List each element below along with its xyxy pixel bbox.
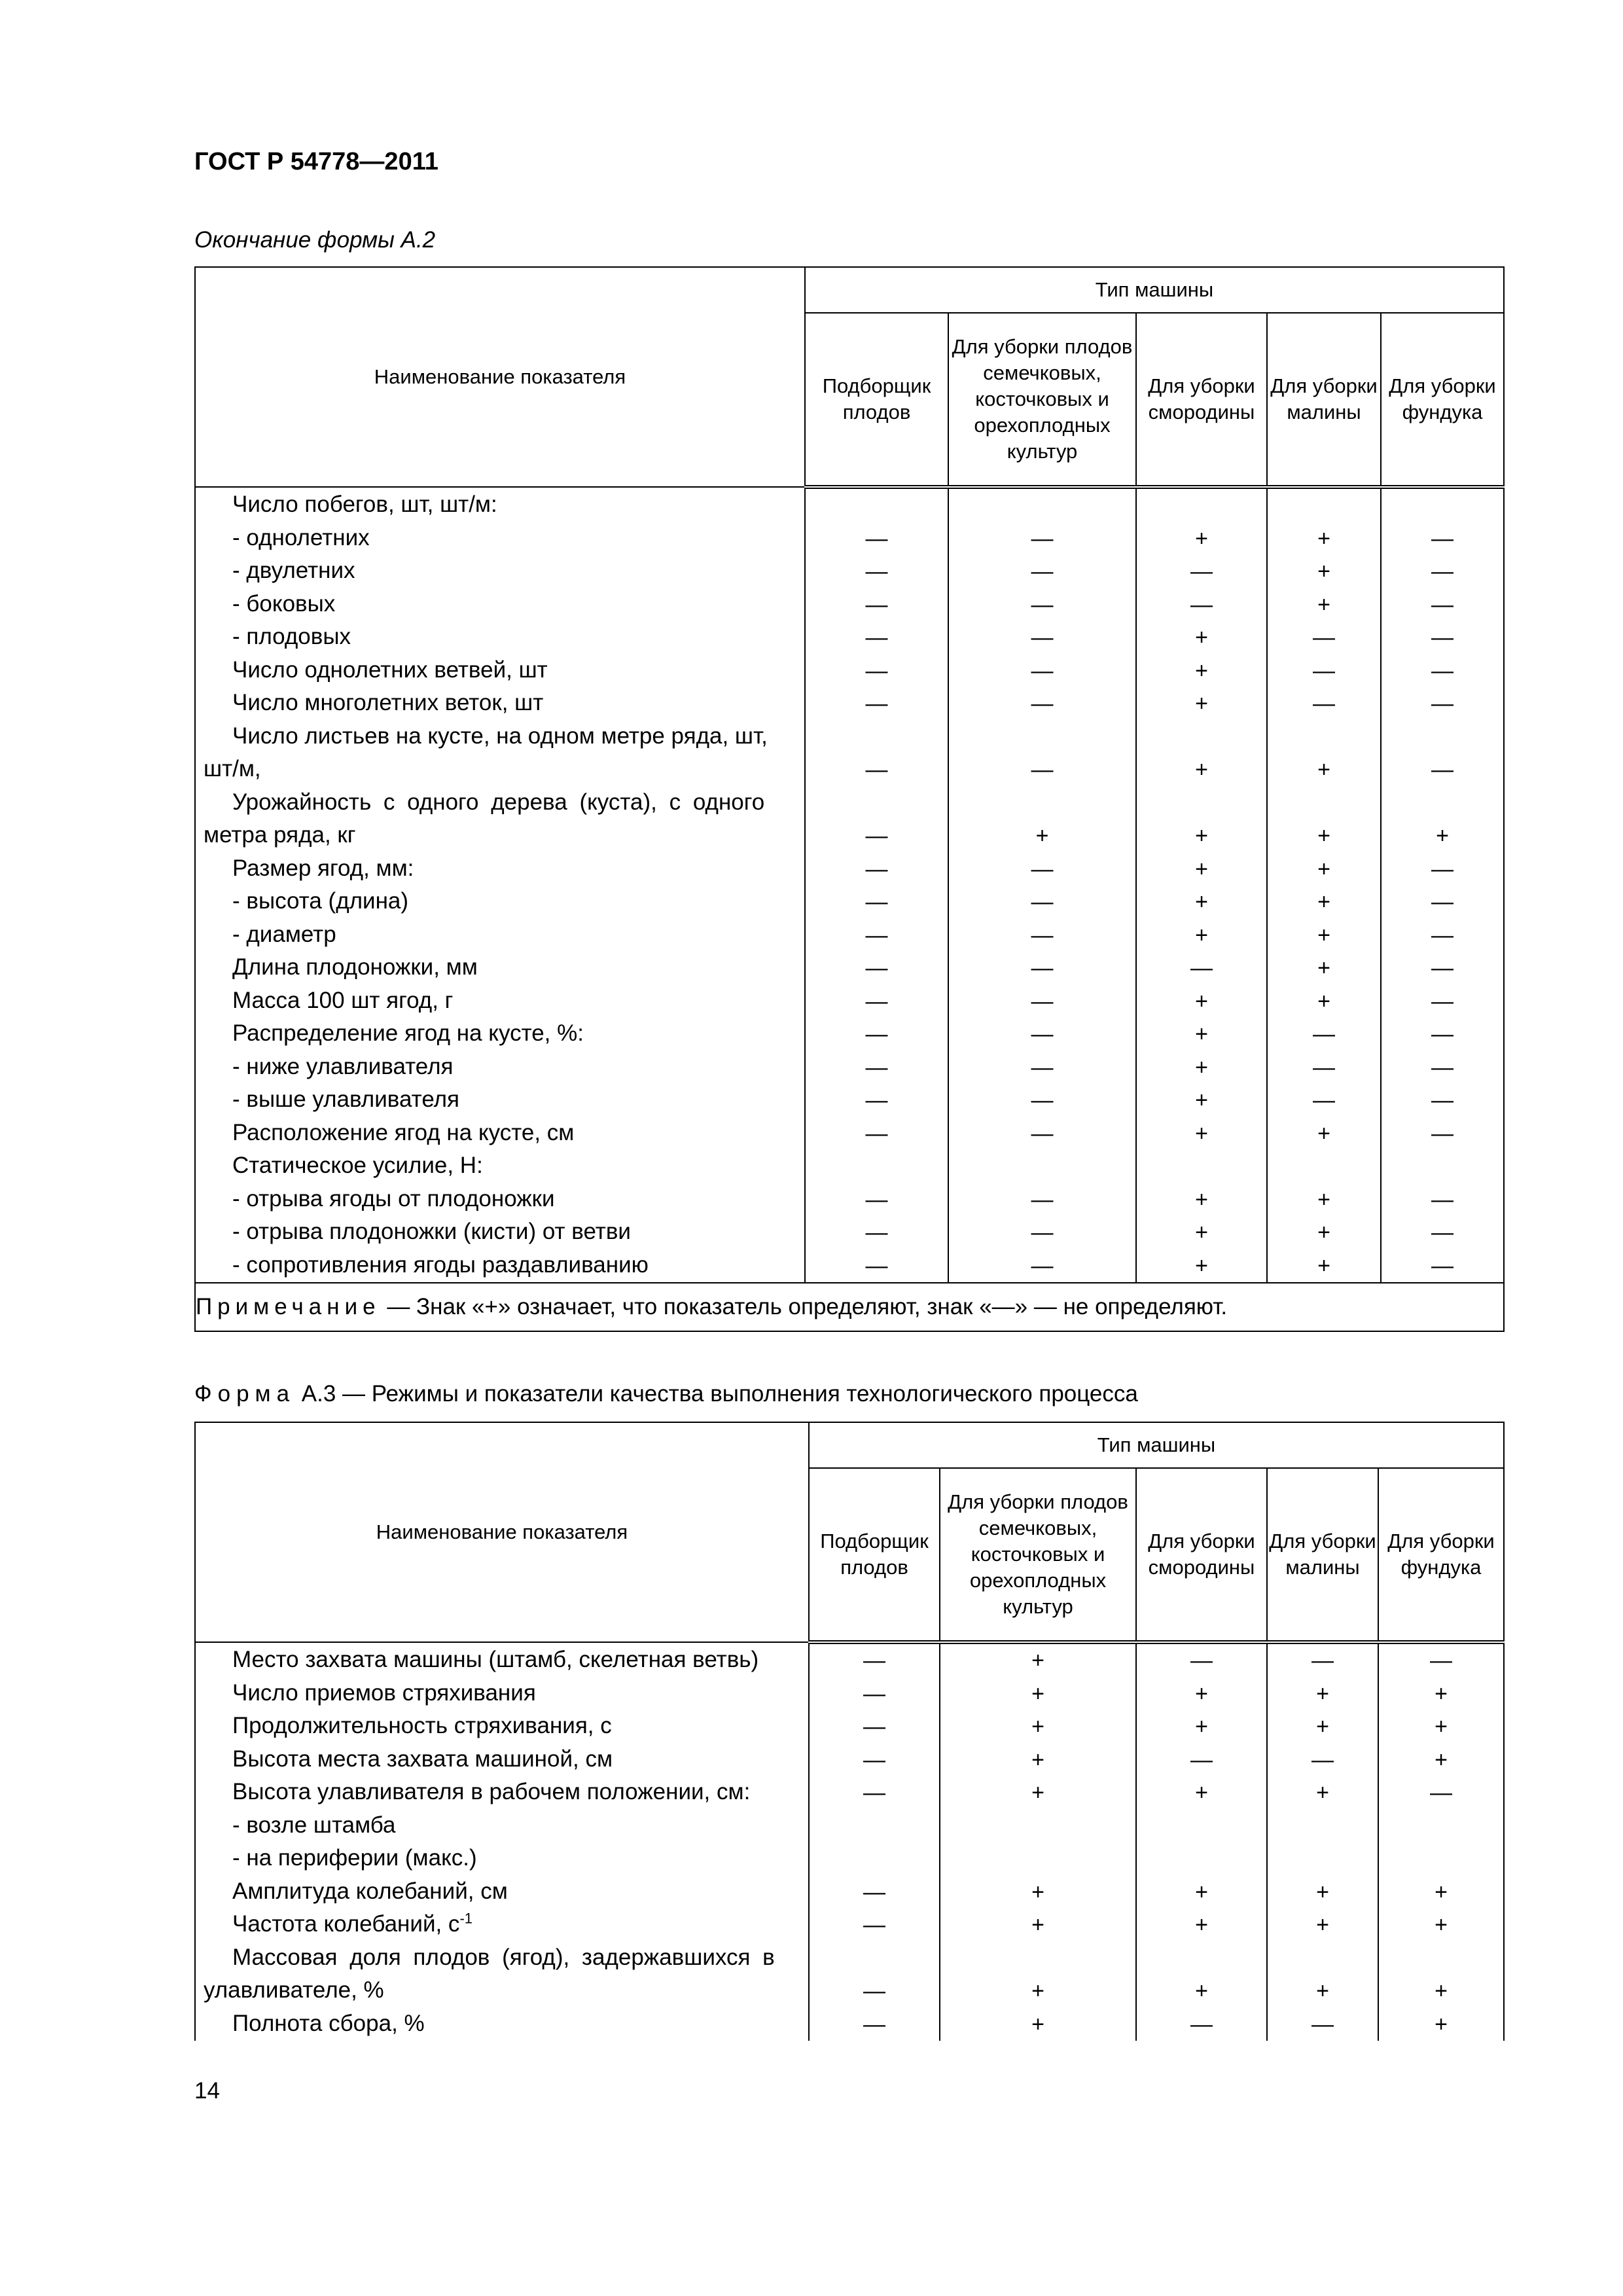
value-cell: — bbox=[865, 1022, 888, 1047]
value-cell: + bbox=[1195, 1681, 1208, 1706]
value-cell: + bbox=[1317, 823, 1330, 848]
table1-caption: Окончание формы А.2 bbox=[194, 227, 436, 253]
value-cell: — bbox=[1031, 889, 1054, 914]
value-cell bbox=[940, 1842, 1135, 1876]
col-header-fruit: Для уборки плодов семечковых, косточковых и орехоплодных культур bbox=[948, 313, 1136, 487]
value-cell: — bbox=[1313, 625, 1335, 650]
row-label: Высота места захвата машиной, см bbox=[232, 1746, 613, 1772]
value-cell: — bbox=[865, 823, 888, 848]
value-cell bbox=[1268, 489, 1380, 522]
value-cell: + bbox=[1035, 823, 1049, 848]
row-label: - возле штамба bbox=[232, 1812, 396, 1838]
value-cell bbox=[940, 1942, 1135, 1975]
value-cell: — bbox=[1431, 526, 1454, 551]
col-header-picker: Подборщик плодов bbox=[805, 313, 948, 487]
value-cell: + bbox=[1195, 625, 1208, 650]
value-cell: + bbox=[1317, 559, 1330, 584]
value-cell: + bbox=[1317, 592, 1330, 617]
row-label: Число приемов стряхивания bbox=[232, 1679, 536, 1706]
row-label: Статическое усилие, Н: bbox=[232, 1153, 483, 1178]
value-cell: + bbox=[1316, 1879, 1329, 1905]
value-cell: + bbox=[1195, 658, 1208, 683]
col-header-hazelnut: Для уборки фундука bbox=[1378, 1468, 1504, 1642]
row-label: улавливателе, % bbox=[204, 1977, 384, 2003]
value-cell: — bbox=[1431, 889, 1454, 914]
row-label: - диаметр bbox=[232, 921, 336, 947]
value-cell bbox=[806, 721, 948, 754]
value-cell: — bbox=[1190, 1648, 1213, 1673]
value-cell: — bbox=[865, 658, 888, 683]
row-label bbox=[196, 1908, 808, 1941]
value-cell: — bbox=[1431, 1187, 1454, 1212]
value-cell: — bbox=[865, 592, 888, 617]
value-cell: — bbox=[865, 1253, 888, 1278]
value-cell: + bbox=[1317, 1220, 1330, 1245]
value-cell: — bbox=[1431, 922, 1454, 948]
value-cell: — bbox=[1431, 592, 1454, 617]
value-cell: + bbox=[1316, 1714, 1329, 1739]
value-cell: — bbox=[865, 956, 888, 980]
value-cell bbox=[949, 489, 1135, 522]
row-label: Число многолетних веток, шт bbox=[232, 690, 544, 715]
row-label: - отрыва ягоды от плодоножки bbox=[232, 1185, 555, 1211]
row-label: Урожайность с одного дерева (куста), с одного bbox=[232, 789, 765, 815]
value-cell: + bbox=[1195, 922, 1208, 948]
value-cell: — bbox=[1190, 956, 1213, 980]
value-cell: + bbox=[1195, 1054, 1208, 1080]
value-cell: + bbox=[1195, 1714, 1208, 1739]
col-header-picker: Подборщик плодов bbox=[809, 1468, 940, 1642]
value-cell: + bbox=[1195, 1022, 1208, 1047]
value-cell bbox=[1268, 1842, 1378, 1876]
value-cell: — bbox=[863, 2011, 885, 2037]
value-cell: + bbox=[1317, 526, 1330, 551]
value-cell: + bbox=[1317, 757, 1330, 782]
row-label: - высота (длина) bbox=[232, 888, 409, 914]
value-cell: — bbox=[1031, 559, 1054, 584]
value-cell: — bbox=[863, 1681, 885, 1706]
col-header-currant: Для уборки смородины bbox=[1136, 1468, 1267, 1642]
value-cell: + bbox=[1031, 1979, 1044, 2003]
value-cell bbox=[1137, 721, 1266, 754]
value-cell: — bbox=[1190, 1747, 1213, 1772]
value-cell bbox=[1268, 721, 1380, 754]
row-label: Число побегов, шт, шт/м: bbox=[232, 492, 497, 517]
value-cell: + bbox=[1316, 1912, 1329, 1937]
row-label: - ниже улавливателя bbox=[232, 1053, 454, 1079]
value-cell: — bbox=[1431, 559, 1454, 584]
value-cell: + bbox=[1031, 1648, 1044, 1673]
value-cell bbox=[1382, 489, 1503, 522]
value-cell: + bbox=[1195, 1879, 1208, 1905]
value-cell: + bbox=[1435, 1912, 1448, 1937]
value-cell bbox=[1379, 1942, 1503, 1975]
value-cell: + bbox=[1435, 1979, 1448, 2003]
value-cell: — bbox=[1431, 956, 1454, 980]
value-cell bbox=[1137, 1150, 1266, 1183]
machine-type-header: Тип машины bbox=[805, 267, 1504, 313]
value-cell: + bbox=[1195, 1253, 1208, 1278]
value-cell: + bbox=[1195, 691, 1208, 716]
row-label: - плодовых bbox=[232, 624, 351, 649]
value-cell: + bbox=[1435, 2011, 1448, 2037]
value-cell: — bbox=[865, 856, 888, 882]
value-cell: + bbox=[1317, 889, 1330, 914]
value-cell: + bbox=[1195, 1780, 1208, 1805]
value-cell: — bbox=[1431, 757, 1454, 782]
value-cell: + bbox=[1195, 526, 1208, 551]
row-label: Число однолетних ветвей, шт bbox=[232, 656, 548, 683]
value-cell bbox=[1137, 1810, 1266, 1843]
col-header-currant: Для уборки смородины bbox=[1136, 313, 1267, 487]
value-cell bbox=[1379, 1842, 1503, 1876]
value-cell: — bbox=[863, 1912, 885, 1937]
value-cell bbox=[1382, 787, 1503, 820]
value-cell: + bbox=[1317, 922, 1330, 948]
value-cell: + bbox=[1195, 1187, 1208, 1212]
value-cell: — bbox=[1431, 988, 1454, 1014]
value-cell: — bbox=[863, 1879, 885, 1905]
value-cell: + bbox=[1435, 1747, 1448, 1772]
value-cell: — bbox=[865, 691, 888, 716]
value-cell: + bbox=[1435, 1714, 1448, 1739]
value-cell: — bbox=[865, 1187, 888, 1212]
table1-note bbox=[195, 1283, 1504, 1331]
row-label: Высота улавливателя в рабочем положении, см: bbox=[232, 1779, 751, 1804]
name-column-header: Наименование показателя bbox=[195, 267, 805, 487]
value-cell: — bbox=[1031, 691, 1054, 716]
value-cell: + bbox=[1436, 823, 1449, 848]
value-cell bbox=[1137, 1942, 1266, 1975]
value-cell: — bbox=[865, 1088, 888, 1113]
values-column-raspberry bbox=[1267, 1642, 1378, 2041]
row-label: Длина плодоножки, мм bbox=[232, 954, 478, 980]
value-cell: — bbox=[1311, 1747, 1334, 1772]
value-cell: — bbox=[1031, 1088, 1054, 1113]
row-label: шт/м, bbox=[204, 756, 261, 781]
values-column-hazelnut bbox=[1378, 1642, 1504, 2041]
caption-label: Форма bbox=[194, 1381, 296, 1407]
value-cell bbox=[806, 1150, 948, 1183]
row-label: Масса 100 шт ягод, г bbox=[232, 987, 454, 1013]
value-cell: — bbox=[865, 889, 888, 914]
value-cell: — bbox=[1031, 1253, 1054, 1278]
value-cell: — bbox=[1431, 625, 1454, 650]
value-cell bbox=[806, 489, 948, 522]
value-cell: — bbox=[1313, 1054, 1335, 1080]
value-cell: + bbox=[1317, 1253, 1330, 1278]
value-cell: + bbox=[1031, 1879, 1044, 1905]
values-column-hazelnut bbox=[1381, 487, 1504, 1283]
value-cell: + bbox=[1317, 1121, 1330, 1146]
value-cell: — bbox=[863, 1780, 885, 1805]
value-cell: + bbox=[1317, 988, 1330, 1014]
value-cell: — bbox=[1031, 592, 1054, 617]
caption-text: А.3 — Режимы и показатели качества выполнения технологического процесса bbox=[295, 1381, 1138, 1407]
value-cell: + bbox=[1031, 2011, 1044, 2037]
machine-type-header: Тип машины bbox=[809, 1422, 1504, 1468]
row-label-text: Частота колебаний, с bbox=[232, 1911, 460, 1937]
value-cell bbox=[810, 1842, 939, 1876]
row-label: Распределение ягод на кусте, %: bbox=[232, 1020, 584, 1046]
value-cell: — bbox=[865, 757, 888, 782]
values-column-fruit bbox=[948, 487, 1136, 1283]
row-label: Расположение ягод на кусте, см bbox=[232, 1119, 575, 1145]
value-cell bbox=[1382, 1150, 1503, 1183]
indicator-names bbox=[195, 1642, 809, 2041]
value-cell: — bbox=[865, 988, 888, 1014]
value-cell: + bbox=[1195, 889, 1208, 914]
value-cell bbox=[949, 1150, 1135, 1183]
value-cell: + bbox=[1195, 1121, 1208, 1146]
values-column-currant bbox=[1136, 487, 1267, 1283]
row-label: Продолжительность стряхивания, с bbox=[232, 1713, 612, 1738]
row-label: - на периферии (макс.) bbox=[232, 1845, 477, 1871]
row-label: - сопротивления ягоды раздавливанию bbox=[232, 1251, 649, 1278]
value-cell: — bbox=[1311, 2011, 1334, 2037]
value-cell: + bbox=[1195, 856, 1208, 882]
value-cell bbox=[1268, 1150, 1380, 1183]
value-cell: — bbox=[1431, 1022, 1454, 1047]
value-cell: + bbox=[1317, 856, 1330, 882]
row-label: Число листьев на кусте, на одном метре ряда, шт, bbox=[232, 723, 768, 749]
values-column-picker bbox=[805, 487, 948, 1283]
value-cell: + bbox=[1317, 956, 1330, 980]
note-text: — Знак «+» означает, что показатель определяют, знак «—» — не определяют. bbox=[380, 1294, 1228, 1319]
row-label: метра ряда, кг bbox=[204, 822, 356, 848]
value-cell: — bbox=[1031, 922, 1054, 948]
value-cell bbox=[949, 721, 1135, 754]
row-label: - боковых bbox=[232, 590, 336, 617]
value-cell bbox=[1137, 489, 1266, 522]
table2-caption bbox=[194, 1381, 1138, 1407]
value-cell: — bbox=[1311, 1648, 1334, 1673]
value-cell: + bbox=[1195, 988, 1208, 1014]
col-header-raspberry: Для уборки малины bbox=[1267, 313, 1381, 487]
value-cell: — bbox=[1431, 1220, 1454, 1245]
row-label: - двулетних bbox=[232, 558, 355, 583]
name-column-header: Наименование показателя bbox=[195, 1422, 809, 1642]
col-header-raspberry: Для уборки малины bbox=[1267, 1468, 1378, 1642]
row-label: Амплитуда колебаний, см bbox=[232, 1878, 508, 1904]
value-cell: — bbox=[865, 625, 888, 650]
value-cell: + bbox=[1195, 1088, 1208, 1113]
values-column-currant bbox=[1136, 1642, 1267, 2041]
value-cell bbox=[810, 1942, 939, 1975]
table1 bbox=[194, 266, 1505, 1332]
value-cell: — bbox=[1031, 625, 1054, 650]
superscript: -1 bbox=[459, 1910, 473, 1927]
value-cell bbox=[940, 1810, 1135, 1843]
value-cell: — bbox=[1313, 1022, 1335, 1047]
value-cell: + bbox=[1031, 1714, 1044, 1739]
value-cell: — bbox=[1190, 592, 1213, 617]
value-cell bbox=[806, 787, 948, 820]
value-cell: — bbox=[1031, 856, 1054, 882]
value-cell bbox=[1382, 721, 1503, 754]
value-cell: — bbox=[865, 1220, 888, 1245]
value-cell: — bbox=[1031, 1054, 1054, 1080]
value-cell: + bbox=[1316, 1979, 1329, 2003]
value-cell: — bbox=[1431, 1088, 1454, 1113]
value-cell bbox=[1137, 1842, 1266, 1876]
value-cell: — bbox=[1190, 559, 1213, 584]
value-cell: + bbox=[1031, 1747, 1044, 1772]
value-cell bbox=[1268, 1942, 1378, 1975]
col-header-fruit: Для уборки плодов семечковых, косточковых и орехоплодных культур bbox=[940, 1468, 1136, 1642]
value-cell: — bbox=[1313, 691, 1335, 716]
values-column-fruit bbox=[940, 1642, 1136, 2041]
value-cell: — bbox=[1031, 1022, 1054, 1047]
value-cell: — bbox=[1313, 658, 1335, 683]
indicator-names bbox=[195, 487, 805, 1283]
row-label: Размер ягод, мм: bbox=[232, 855, 414, 881]
value-cell: — bbox=[1031, 1187, 1054, 1212]
value-cell: — bbox=[865, 1054, 888, 1080]
row-label: - отрыва плодоножки (кисти) от ветви bbox=[232, 1219, 631, 1244]
value-cell: + bbox=[1195, 1912, 1208, 1937]
page-number: 14 bbox=[194, 2078, 220, 2104]
value-cell: + bbox=[1031, 1912, 1044, 1937]
value-cell: + bbox=[1195, 1220, 1208, 1245]
value-cell bbox=[1137, 787, 1266, 820]
value-cell: — bbox=[1190, 2011, 1213, 2037]
value-cell: — bbox=[1431, 691, 1454, 716]
value-cell: + bbox=[1317, 1187, 1330, 1212]
values-column-picker bbox=[809, 1642, 940, 2041]
value-cell: + bbox=[1316, 1681, 1329, 1706]
value-cell: — bbox=[1031, 526, 1054, 551]
value-cell: — bbox=[1031, 1121, 1054, 1146]
value-cell: + bbox=[1031, 1681, 1044, 1706]
value-cell: + bbox=[1195, 757, 1208, 782]
value-cell: — bbox=[865, 559, 888, 584]
value-cell: + bbox=[1195, 1979, 1208, 2003]
value-cell: — bbox=[865, 526, 888, 551]
value-cell: — bbox=[863, 1747, 885, 1772]
value-cell bbox=[810, 1810, 939, 1843]
row-label: Место захвата машины (штамб, скелетная ветвь) bbox=[232, 1647, 759, 1672]
value-cell: — bbox=[863, 1714, 885, 1739]
value-cell: — bbox=[865, 1121, 888, 1146]
table2 bbox=[194, 1422, 1505, 2041]
value-cell: — bbox=[1431, 658, 1454, 683]
value-cell: — bbox=[863, 1979, 885, 2003]
value-cell: — bbox=[865, 922, 888, 948]
value-cell: — bbox=[1031, 988, 1054, 1014]
note-label: Примечание bbox=[196, 1294, 381, 1319]
col-header-hazelnut: Для уборки фундука bbox=[1381, 313, 1504, 487]
value-cell: — bbox=[1430, 1780, 1452, 1805]
value-cell: — bbox=[1031, 1220, 1054, 1245]
value-cell: + bbox=[1435, 1879, 1448, 1905]
value-cell: — bbox=[1431, 1253, 1454, 1278]
value-cell bbox=[949, 787, 1135, 820]
value-cell: — bbox=[1031, 658, 1054, 683]
values-column-raspberry bbox=[1267, 487, 1381, 1283]
value-cell bbox=[1268, 787, 1380, 820]
row-label: - однолетних bbox=[232, 524, 370, 550]
row-label: Полнота сбора, % bbox=[232, 2010, 425, 2036]
value-cell: — bbox=[1031, 956, 1054, 980]
value-cell: — bbox=[1430, 1648, 1452, 1673]
standard-header: ГОСТ Р 54778—2011 bbox=[194, 148, 438, 175]
row-label: Массовая доля плодов (ягод), задержавшихся в bbox=[232, 1944, 775, 1970]
value-cell: + bbox=[1316, 1780, 1329, 1805]
value-cell: + bbox=[1031, 1780, 1044, 1805]
value-cell: + bbox=[1195, 823, 1208, 848]
value-cell: — bbox=[1431, 856, 1454, 882]
value-cell: — bbox=[1431, 1121, 1454, 1146]
value-cell: + bbox=[1435, 1681, 1448, 1706]
value-cell: — bbox=[1431, 1054, 1454, 1080]
value-cell: — bbox=[1031, 757, 1054, 782]
value-cell: — bbox=[863, 1648, 885, 1673]
value-cell bbox=[1379, 1810, 1503, 1843]
row-label: - выше улавливателя bbox=[232, 1086, 459, 1112]
value-cell bbox=[1268, 1810, 1378, 1843]
value-cell: — bbox=[1313, 1088, 1335, 1113]
